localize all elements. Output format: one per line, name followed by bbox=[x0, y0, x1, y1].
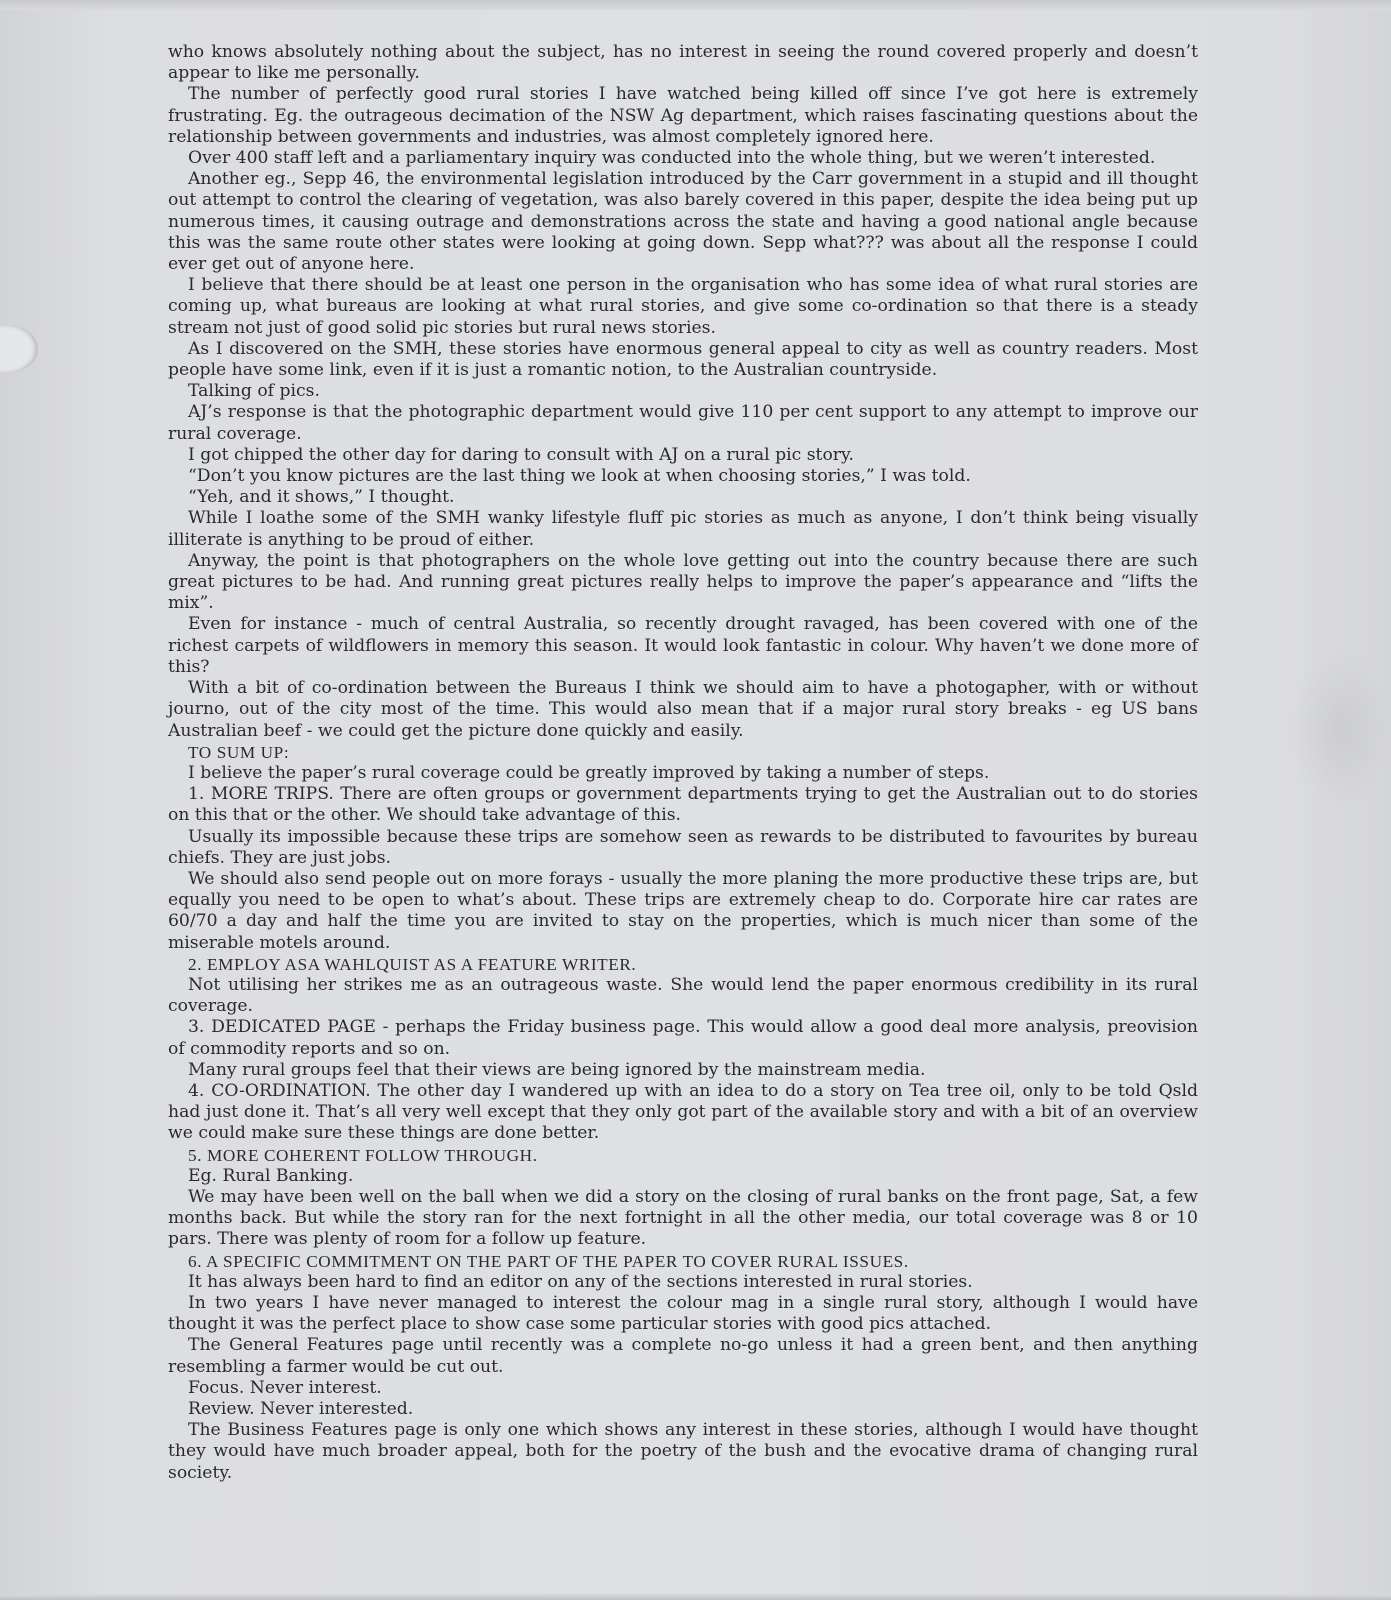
paragraph: Eg. Rural Banking. bbox=[188, 1165, 354, 1186]
paragraph: As I discovered on the SMH, these stories have enormous general appeal to city as well as country readers. Most people have some link, even if it is just a romantic notion, to the Australian countryside. bbox=[168, 338, 1198, 381]
punch-hole bbox=[0, 325, 38, 373]
paragraph: It has always been hard to find an editor on any of the sections interested in rural stories. bbox=[188, 1271, 973, 1292]
paragraph: who knows absolutely nothing about the subject, has no interest in seeing the round covered properly and doesn’t appear to like me personally. bbox=[168, 42, 1198, 84]
numbered-point: 5. MORE COHERENT FOLLOW THROUGH. bbox=[188, 1145, 538, 1165]
section-heading: TO SUM UP: bbox=[188, 742, 290, 762]
paragraph: We should also send people out on more forays - usually the more planing the more productive these trips are, but equally you need to be open to what’s about. These trips are extremely cheap to do. Corporate hire car rates are 60/70 a day and half the time you are invited to stay on the properties, which is much nicer than some of the miserable motels around. bbox=[168, 868, 1198, 953]
paragraph: I believe the paper’s rural coverage could be greatly improved by taking a number of steps. bbox=[188, 762, 990, 783]
paragraph: Usually its impossible because these trips are somehow seen as rewards to be distributed to favourites by bureau chiefs. They are just jobs. bbox=[168, 826, 1198, 868]
paragraph: The Business Features page is only one which shows any interest in these stories, although I would have thought they would have much broader appeal, both for the poetry of the bush and the evocative drama of changing rural society. bbox=[168, 1420, 1198, 1483]
numbered-point: 6. A SPECIFIC COMMITMENT ON THE PART OF THE PAPER TO COVER RURAL ISSUES. bbox=[188, 1251, 909, 1271]
paragraph: “Yeh, and it shows,” I thought. bbox=[188, 487, 455, 508]
numbered-point: 4. CO-ORDINATION. The other day I wandered up with an idea to do a story on Tea tree oil, only to be told Qsld had just done it. That’s all very well except that they only got part of the available story and with a bit of an overview we could make sure these things are done better. bbox=[168, 1080, 1198, 1144]
paragraph: Talking of pics. bbox=[188, 381, 320, 402]
paragraph: I believe that there should be at least one person in the organisation who has some idea of what rural stories are coming up, what bureaus are looking at what rural stories, and give some co-ordination so that there is a steady stream not just of good solid pic stories but rural news stories. bbox=[168, 275, 1198, 338]
paragraph: The number of perfectly good rural stories I have watched being killed off since I’ve got here is extremely frustrating. Eg. the outrageous decimation of the NSW Ag department, which raises fascinating questions about the relationship between governments and industries, was almost completely ignored here. bbox=[168, 84, 1198, 147]
paragraph: Review. Never interested. bbox=[188, 1399, 414, 1419]
paragraph: In two years I have never managed to interest the colour mag in a single rural story, although I would have thought it was the perfect place to show case some particular stories with good pics attached. bbox=[168, 1292, 1198, 1335]
paragraph: We may have been well on the ball when we did a story on the closing of rural banks on the front page, Sat, a few months back. But while the story ran for the next fortnight in all the other media, our total coverage was 8 or 10 pars. There was plenty of room for a follow up feature. bbox=[168, 1186, 1198, 1250]
paragraph: The General Features page until recently was a complete no-go unless it had a green bent, and then anything resembling a farmer would be cut out. bbox=[168, 1335, 1198, 1377]
numbered-point: 2. EMPLOY ASA WAHLQUIST AS A FEATURE WRITER. bbox=[188, 954, 637, 974]
paragraph: Focus. Never interest. bbox=[188, 1377, 382, 1398]
numbered-point: 1. MORE TRIPS. There are often groups or government departments trying to get the Australian out to do stories on this that or the other. We should take advantage of this. bbox=[168, 784, 1198, 826]
page-top-edge bbox=[0, 0, 1391, 10]
paragraph: Over 400 staff left and a parliamentary inquiry was conducted into the whole thing, but we weren’t interested. bbox=[188, 148, 1156, 169]
paragraph: Even for instance - much of central Australia, so recently drought ravaged, has been covered with one of the richest carpets of wildflowers in memory this season. It would look fantastic in colour. Why haven’t we done more of this? bbox=[168, 614, 1198, 677]
paragraph: AJ’s response is that the photographic department would give 110 per cent support to any attempt to improve our rural coverage. bbox=[168, 402, 1198, 444]
paragraph: Another eg., Sepp 46, the environmental legislation introduced by the Carr government in a stupid and ill thought out attempt to control the clearing of vegetation, was also barely covered in this paper, despite the idea being put up numerous times, it causing outrage and demonstrations across the state and having a good national angle because this was the same route other states were looking at going down. Sepp what??? was about all the response I could ever get out of anyone here. bbox=[168, 169, 1198, 275]
paragraph: I got chipped the other day for daring to consult with AJ on a rural pic story. bbox=[188, 444, 854, 465]
paragraph: “Don’t you know pictures are the last thing we look at when choosing stories,” I was told. bbox=[188, 466, 971, 487]
page-bottom-edge bbox=[0, 1594, 1391, 1600]
paragraph: Anyway, the point is that photographers on the whole love getting out into the country because there are such great pictures to be had. And running great pictures really helps to improve the paper’s appearance and “lifts the mix”. bbox=[168, 550, 1198, 614]
paragraph: Many rural groups feel that their views are being ignored by the mainstream media. bbox=[188, 1059, 926, 1080]
page-smudge bbox=[1290, 650, 1390, 810]
paragraph: While I loathe some of the SMH wanky lifestyle fluff pic stories as much as anyone, I don’t think being visually illiterate is anything to be proud of either. bbox=[168, 508, 1198, 550]
body-text bbox=[168, 42, 1198, 1484]
numbered-point: 3. DEDICATED PAGE - perhaps the Friday business page. This would allow a good deal more analysis, preovision of commodity reports and so on. bbox=[168, 1017, 1198, 1059]
paragraph: Not utilising her strikes me as an outrageous waste. She would lend the paper enormous credibility in its rural coverage. bbox=[168, 974, 1198, 1017]
paragraph: With a bit of co-ordination between the Bureaus I think we should aim to have a photogapher, with or without journo, out of the city most of the time. This would also mean that if a major rural story breaks - eg US bans Australian beef - we could get the picture done quickly and easily. bbox=[168, 678, 1198, 741]
